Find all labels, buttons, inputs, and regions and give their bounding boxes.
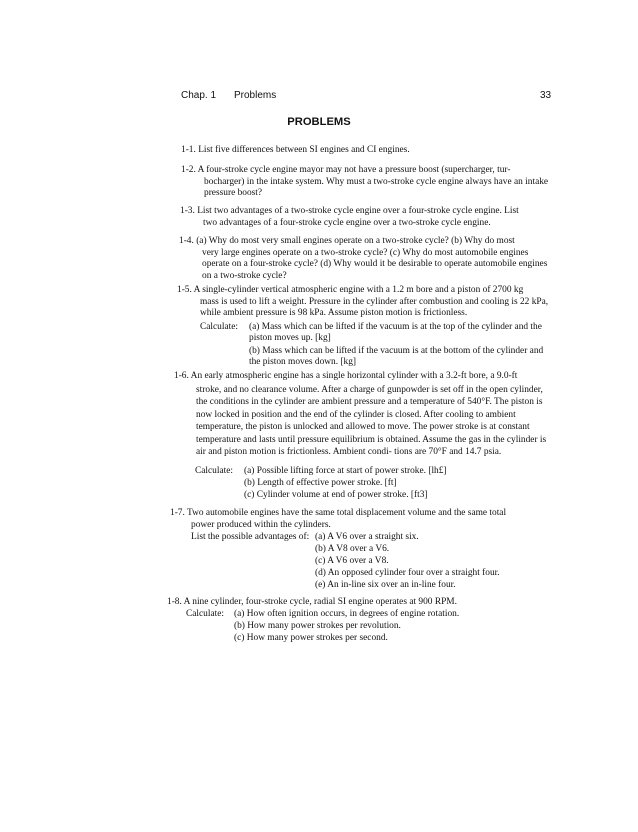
part-1-6-c bbox=[244, 490, 428, 501]
problem-text: A single-cylinder vertical atmospheric engine with a 1.2 m bore and a piston of 2700 kg bbox=[193, 285, 524, 295]
part-text: An in-line six over an in-line four. bbox=[327, 580, 456, 590]
problem-text: An early atmospheric engine has a single horizontal cylinder with a 3.2-ft bore, a 9.0-ft bbox=[190, 371, 518, 381]
part-text: A V6 over a V8. bbox=[327, 556, 389, 566]
part-label: (c) bbox=[234, 633, 245, 643]
problem-1-7-cont: power produced within the cylinders. bbox=[191, 520, 331, 530]
problem-number: 1-6. bbox=[174, 371, 189, 381]
problem-1-2-cont: bocharger) in the intake system. Why must a two-stroke cycle engine always have an intake pressure boost? bbox=[204, 177, 549, 199]
problem-text: A nine cylinder, four-stroke cycle, radial SI engine operates at 900 RPM. bbox=[183, 597, 457, 607]
part-1-6-a bbox=[244, 466, 447, 477]
part-1-8-a bbox=[234, 609, 459, 620]
part-1-5-b bbox=[249, 346, 552, 369]
part-1-7-c bbox=[315, 556, 389, 567]
problem-number: 1-3. bbox=[180, 206, 195, 216]
problem-number: 1-1. bbox=[181, 145, 196, 155]
part-text: Mass which can be lifted if the vacuum is at the bottom of the cylinder and the piston moves down. [kg] bbox=[249, 346, 544, 368]
part-label: (c) bbox=[244, 490, 255, 500]
problem-1-3-cont: two advantages of a four-stroke cycle engine over a two-stroke cycle engine. bbox=[203, 218, 491, 228]
part-label: (a) bbox=[315, 532, 326, 542]
calculate-label: Calculate: bbox=[186, 609, 225, 619]
page-number: 33 bbox=[540, 90, 552, 101]
part-label: (a) bbox=[234, 609, 245, 619]
part-1-6-b bbox=[244, 478, 397, 489]
problem-text: (a) Why do most very small engines operate on a two-stroke cycle? (b) Why do most bbox=[196, 236, 515, 246]
part-label: (b) bbox=[249, 346, 260, 356]
problem-1-6-cont: stroke, and no clearance volume. After a charge of gunpowder is set off in the open cylinder, the conditions in the cylinder are ambient pressure and a temperature of 540°F. The piston is now locked in position and the end of the cylinder is closed. After cooling to ambient temperature, the piston is unlocked and allowed to move. The power stroke is at constant temperature and lasts until pressure equilibrium is obtained. Assume the gas in the cylinder is air and piston motion is frictionless. Ambient condi- tions are 70°F and 14.7 psia. bbox=[196, 385, 547, 458]
part-1-7-b bbox=[315, 544, 389, 555]
part-label: (b) bbox=[244, 478, 255, 488]
problem-text: List five differences between SI engines and CI engines. bbox=[198, 145, 410, 155]
problem-1-5 bbox=[177, 285, 523, 296]
chapter-label: Chap. 1 bbox=[181, 90, 217, 101]
part-label: (e) bbox=[315, 580, 326, 590]
part-text: A V8 over a V6. bbox=[327, 544, 390, 554]
problem-1-7 bbox=[170, 508, 506, 519]
part-label: (d) bbox=[315, 568, 326, 578]
problem-1-8 bbox=[167, 597, 457, 608]
part-1-8-b bbox=[234, 621, 401, 632]
part-label: (a) bbox=[244, 466, 255, 476]
part-text: Length of effective power stroke. [ft] bbox=[257, 478, 397, 488]
part-text: How many power strokes per revolution. bbox=[247, 621, 401, 631]
problem-1-6 bbox=[174, 371, 517, 382]
part-1-7-d bbox=[315, 568, 500, 579]
part-label: (b) bbox=[315, 544, 326, 554]
section-label: Problems bbox=[234, 90, 277, 101]
part-text: A V6 over a straight six. bbox=[327, 532, 419, 542]
problem-1-5-cont: mass is used to lift a weight. Pressure in the cylinder after combustion and cooling is 22 kPa, while ambient pressure is 98 kPa. Assume piston motion is frictionless. bbox=[200, 297, 549, 319]
part-1-7-e bbox=[315, 580, 456, 591]
part-1-7-a bbox=[315, 532, 419, 543]
problem-text: Two automobile engines have the same total displacement volume and the same total bbox=[187, 508, 507, 518]
problem-number: 1-8. bbox=[167, 597, 182, 607]
problem-text: List two advantages of a two-stroke cycle engine over a four-stroke cycle engine. List bbox=[197, 206, 519, 216]
part-text: An opposed cylinder four over a straight four. bbox=[327, 568, 500, 578]
problem-text: A four-stroke cycle engine mayor may not have a pressure boost (supercharger, tur- bbox=[197, 165, 511, 175]
part-text: Cylinder volume at end of power stroke. [ft3] bbox=[256, 490, 428, 500]
part-label: (b) bbox=[234, 621, 245, 631]
problem-number: 1-7. bbox=[170, 508, 185, 518]
calculate-label: Calculate: bbox=[200, 322, 239, 332]
part-text: How often ignition occurs, in degrees of engine rotation. bbox=[246, 609, 460, 619]
problem-1-3 bbox=[180, 206, 519, 217]
part-1-5-a bbox=[249, 322, 552, 345]
problem-1-4-cont: very large engines operate on a two-stroke cycle? (c) Why do most automobile engines operate on a four-stroke cycle? (d) Why would it be desirable to operate automobile engines on a two-stroke cycle? bbox=[202, 248, 548, 281]
part-text: Mass which can be lifted if the vacuum is at the top of the cylinder and the piston moves up. [kg] bbox=[249, 322, 542, 344]
problem-1-1 bbox=[181, 145, 410, 156]
problem-1-2 bbox=[181, 165, 510, 176]
problem-number: 1-4. bbox=[179, 236, 194, 246]
calculate-label: Calculate: bbox=[195, 466, 234, 476]
part-1-8-c bbox=[234, 633, 388, 644]
problem-1-4 bbox=[179, 236, 515, 247]
page-title: PROBLEMS bbox=[287, 116, 351, 128]
list-label: List the possible advantages of: bbox=[191, 532, 310, 542]
part-label: (a) bbox=[249, 322, 260, 332]
part-text: How many power strokes per second. bbox=[246, 633, 388, 643]
part-text: Possible lifting force at start of power stroke. [lh£] bbox=[256, 466, 447, 476]
problem-number: 1-2. bbox=[181, 165, 196, 175]
part-label: (c) bbox=[315, 556, 326, 566]
problem-number: 1-5. bbox=[177, 285, 192, 295]
